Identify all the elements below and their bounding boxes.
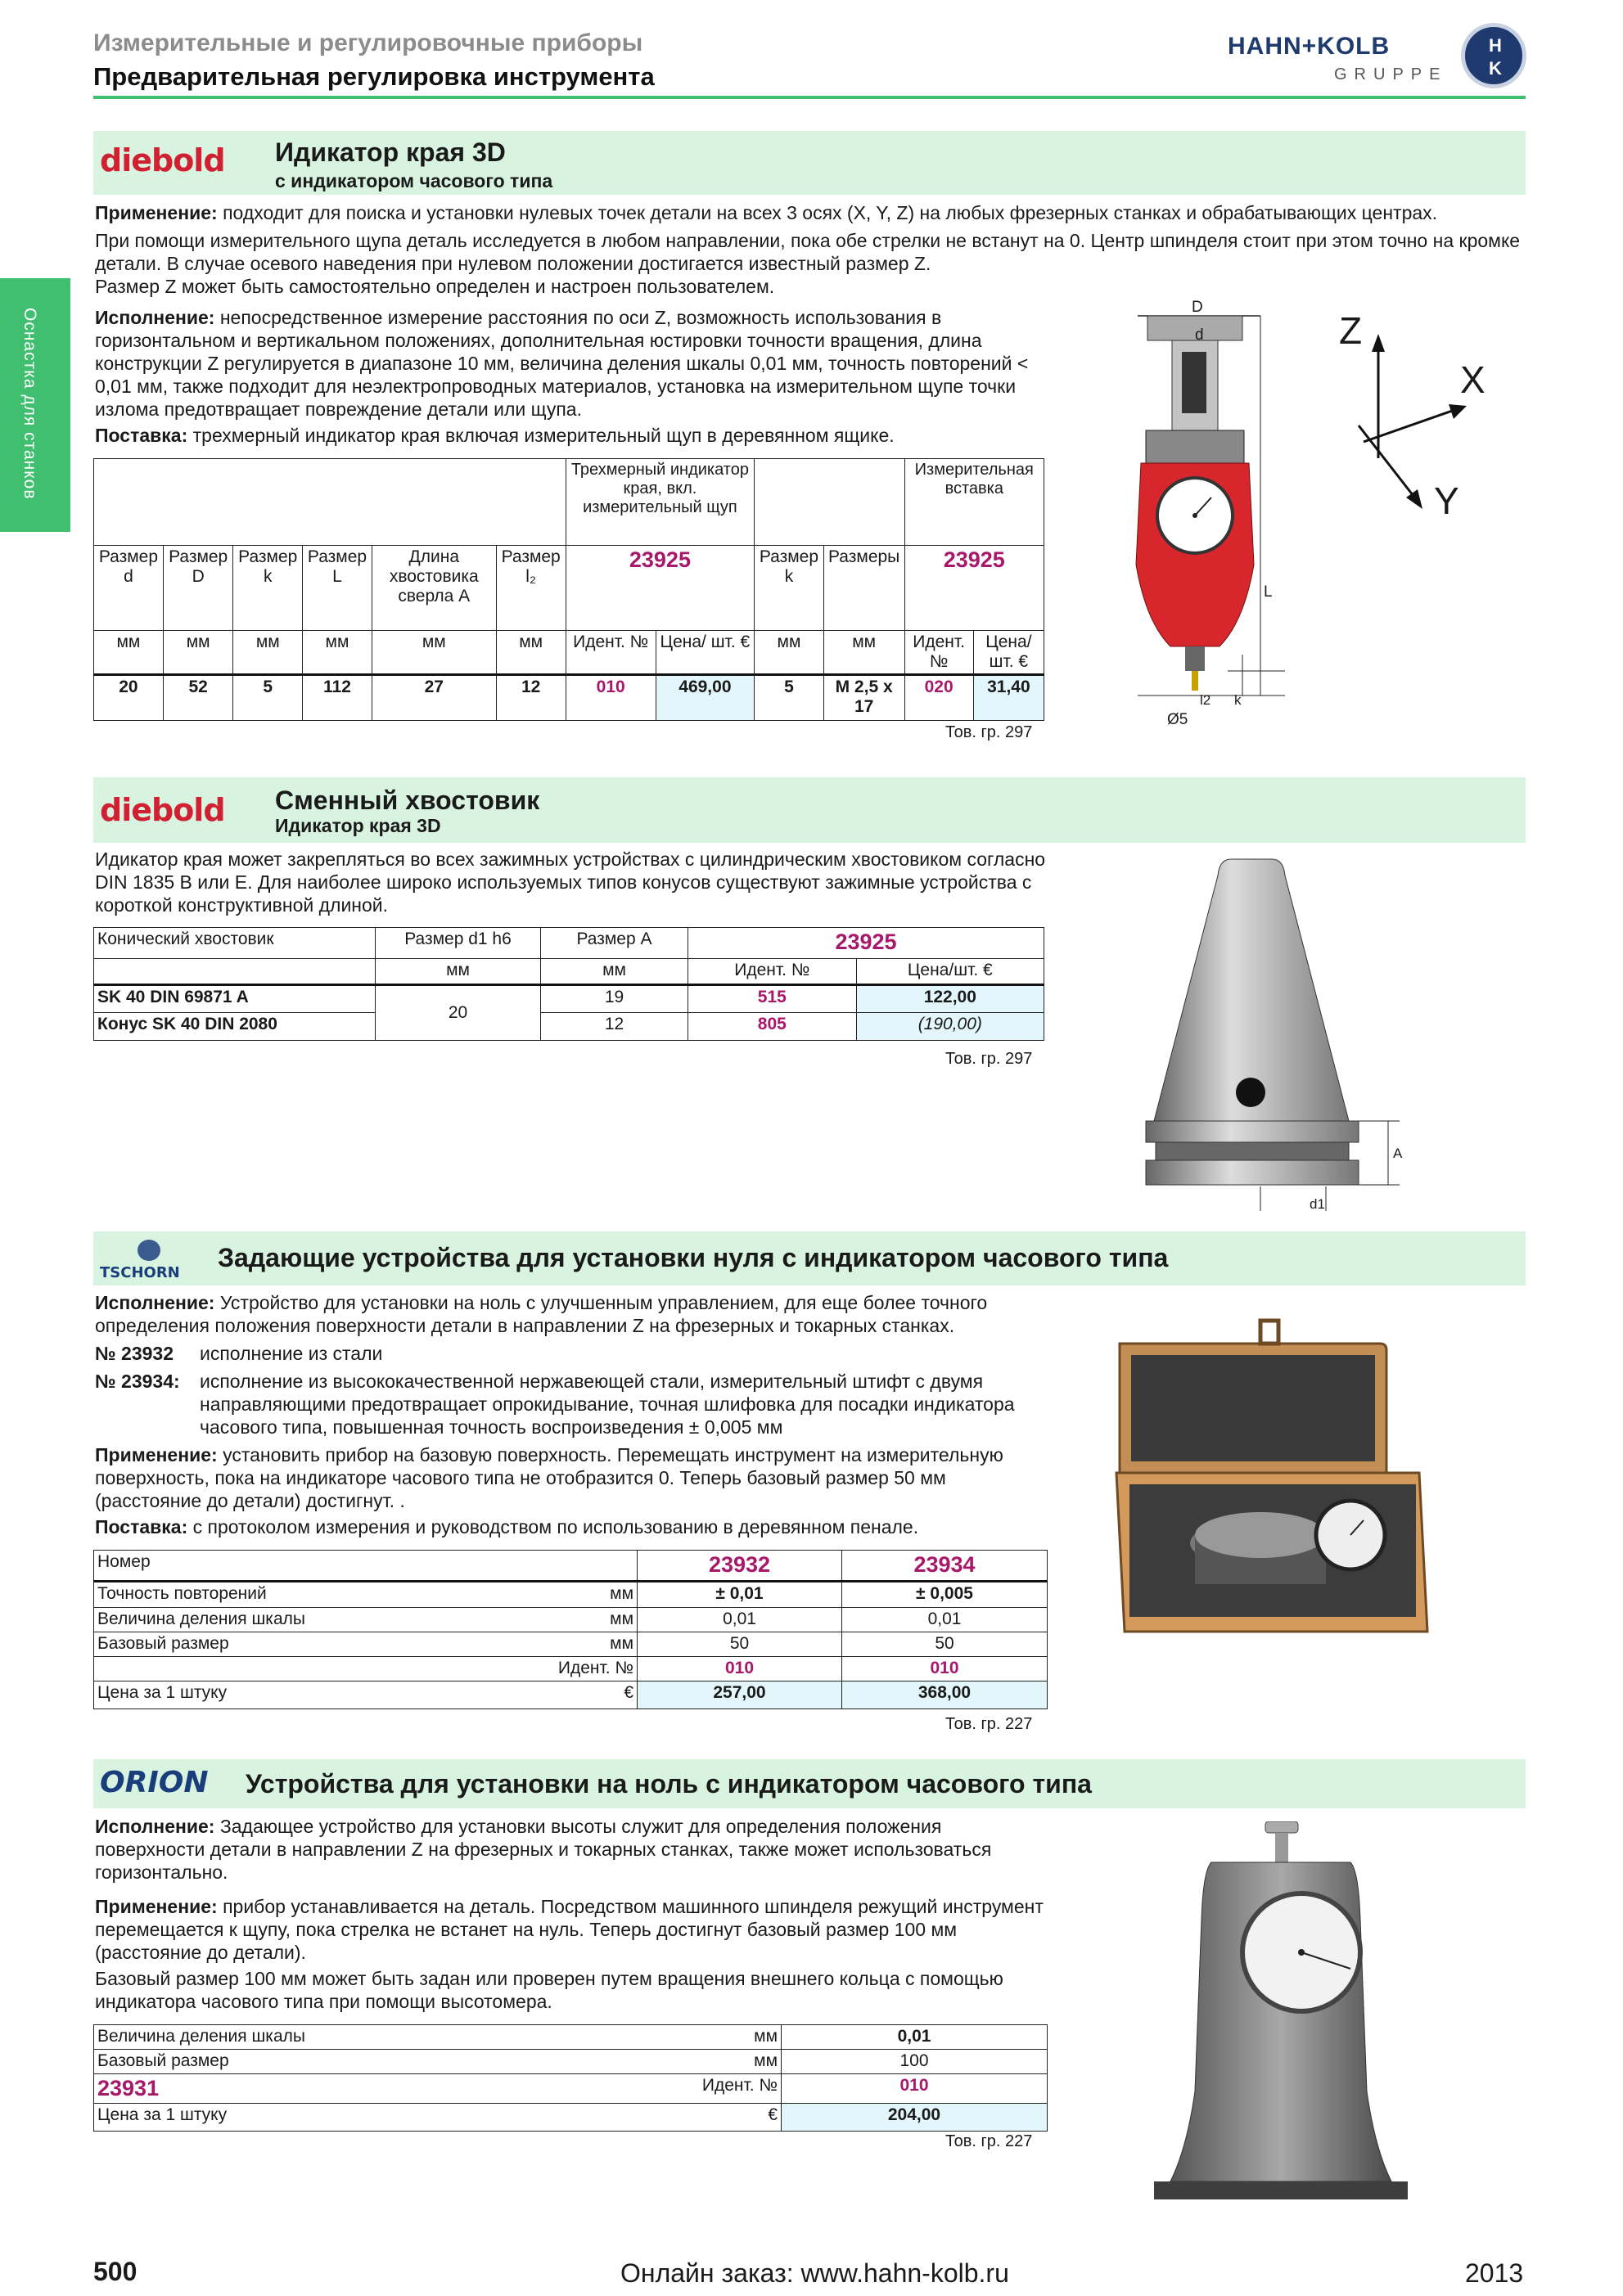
sec3-paragraph-execution: Исполнение: Устройство для установки на ноль с улучшенным управлением, для еще более точного определения положения поверхности детали в направлении Z на фрезерных и токарных станках.: [95, 1292, 988, 1336]
price: 31,40: [973, 675, 1044, 721]
product-group: Тов. гр. 297: [945, 1050, 1033, 1068]
cell: 20: [94, 675, 164, 721]
cell: 100: [782, 2050, 1048, 2074]
table-unit: мм: [233, 631, 303, 675]
axis-y-label: Y: [1434, 479, 1459, 522]
cell: Идент. №: [667, 2074, 782, 2104]
cell: Точность повторений: [94, 1582, 544, 1608]
table-blank: [94, 959, 376, 985]
table-header: Размер L: [303, 546, 372, 631]
sec1-paragraph-execution: Исполнение: непосредственное измерение расстояния по оси Z, возможность использования в горизонтальном и вертикальном положениях, дополнительная юстировки точности вращения, длина конструкции Z регулируется в диапазоне 10 мм, величина деления шкалы 0,01 мм, точность повторений < 0,01 мм, также подходит для неэлектропроводных материалов, установка на измерительном щупе точки излома предотвращает повреждение детали или щупа.: [95, 307, 1029, 420]
diebold-logo: diebold: [100, 792, 225, 828]
article-number: 23934: [842, 1551, 1048, 1582]
table-header: Размер k: [233, 546, 303, 631]
cell: Конус SK 40 DIN 2080: [94, 1013, 376, 1041]
table-row: [94, 1681, 1048, 1709]
section-title: Идикатор края 3D: [275, 137, 506, 167]
table-header: Размер d1 h6: [376, 928, 541, 959]
ident-number: 515: [688, 985, 857, 1013]
cell: 0,01: [638, 1608, 842, 1632]
section-header-zero-setter-tschorn: [93, 1231, 1526, 1285]
cell: ± 0,005: [842, 1582, 1048, 1608]
table-blank: [755, 459, 904, 546]
logo-letter-k: K: [1489, 58, 1502, 79]
cell: 27: [372, 675, 496, 721]
cell: Базовый размер: [94, 1632, 544, 1657]
table-unit: мм: [496, 631, 566, 675]
brand-logo-subtext: GRUPPE: [1334, 65, 1448, 83]
sec3-number-text: исполнение из высококачественной нержавеющей стали, измерительный штифт с двумя направляющими предотвращает опрокидывание, точная шлифовка для посадки индикатора часового типа, повышенная точность воспроизведения ± 0,005 мм: [200, 1371, 1015, 1438]
table-header: Размер l₂: [496, 546, 566, 631]
dim-label-D: D: [1192, 299, 1203, 316]
catalog-year: 2013: [1465, 2258, 1524, 2288]
orion-zero-setter-photo: [1146, 1821, 1408, 2206]
table-unit: мм: [541, 959, 688, 985]
online-order-link[interactable]: Онлайн заказ: www.hahn-kolb.ru: [620, 2258, 1009, 2288]
logo-letter-h: H: [1489, 35, 1502, 56]
sec1-paragraph-application: Применение: подходит для поиска и установки нулевых точек детали на всех 3 осях (X, Y, Z) на любых фрезерных станках и обрабатывающих центрах.: [95, 202, 1438, 223]
cell: 19: [541, 985, 688, 1013]
page-number: 500: [93, 2257, 138, 2286]
table-unit: мм: [376, 959, 541, 985]
cell: 50: [638, 1632, 842, 1657]
side-tab-label: Оснастка для станков: [20, 308, 39, 500]
axis-z-label: Z: [1339, 309, 1363, 352]
table-header: Цена/ шт. €: [973, 631, 1044, 675]
article-number: 23925: [688, 928, 1044, 959]
table-unit: мм: [163, 631, 233, 675]
cell: Величина деления шкалы: [94, 1608, 544, 1632]
cell: Цена за 1 штуку: [94, 2104, 667, 2132]
cell: [544, 1551, 638, 1582]
table-group-header: Измерительная вставка: [904, 459, 1044, 546]
sec4-table: [93, 2024, 1048, 2132]
cell: €: [667, 2104, 782, 2132]
header-rule: [93, 96, 1526, 99]
table-header: Размер D: [163, 546, 233, 631]
cell: 0,01: [782, 2025, 1048, 2050]
axis-x-label: X: [1460, 358, 1485, 401]
sec2-paragraph: Идикатор края может закрепляться во всех зажимных устройствах с цилиндрическим хвостовиком согласно DIN 1835 B или E. Для наиболее широко используемых типов конусов существуют зажимные устройства с короткой конструктивной длиной.: [95, 849, 1046, 916]
table-header: Идент. №: [566, 631, 656, 675]
cell: мм: [544, 1582, 638, 1608]
cell: мм: [667, 2050, 782, 2074]
product-group: Тов. гр. 227: [945, 2132, 1033, 2150]
sec4-paragraph-execution: Исполнение: Задающее устройство для установки высоты служит для определения положения поверхности детали в направлении Z на фрезерных и токарных станках, также может использоваться горизонтально.: [95, 1816, 992, 1883]
cell: 50: [842, 1632, 1048, 1657]
table-unit: мм: [303, 631, 372, 675]
diebold-logo: diebold: [100, 142, 225, 178]
table-row: [94, 1657, 1048, 1681]
table-header: Цена/шт. €: [856, 959, 1044, 985]
table-header: Конический хвостовик: [94, 928, 376, 959]
dim-label-L: L: [1264, 583, 1273, 601]
ident-number: 010: [782, 2074, 1048, 2104]
section-title: Сменный хвостовик: [275, 786, 540, 815]
section-subtitle: Идикатор края 3D: [275, 815, 441, 836]
article-number: 23932: [638, 1551, 842, 1582]
orion-logo: ORION: [100, 1766, 209, 1799]
table-header: Размер d: [94, 546, 164, 631]
table-row: [94, 675, 1044, 721]
cell: мм: [544, 1632, 638, 1657]
sec2-table: [93, 927, 1044, 1041]
cell: 0,01: [842, 1608, 1048, 1632]
dim-label-d1: d1: [1310, 1196, 1325, 1212]
ident-number: 010: [566, 675, 656, 721]
sec4-paragraph-base: Базовый размер 100 мм может быть задан или проверен путем вращения внешнего кольца с помощью индикатора часового типа при помощи высотомера.: [95, 1968, 1003, 2012]
ident-number: 010: [842, 1657, 1048, 1681]
dim-label-k: k: [1234, 692, 1242, 708]
article-number: 23931: [94, 2074, 667, 2104]
cell: 20: [376, 985, 541, 1041]
brand-logo-emblem: [1461, 23, 1526, 88]
table-row: [94, 2104, 1048, 2132]
shank-drawing: [1138, 851, 1432, 1211]
ident-number: 020: [904, 675, 973, 721]
cell: 5: [755, 675, 824, 721]
sec3-number-text: исполнение из стали: [200, 1343, 383, 1364]
table-header: Длина хвостовика сверла A: [372, 546, 496, 631]
tschorn-logo: TSCHORN: [100, 1264, 180, 1281]
header-category: Измерительные и регулировочные приборы: [93, 29, 643, 56]
sec1-table: [93, 458, 1044, 721]
sec1-paragraph-description: При помощи измерительного щупа деталь исследуется в любом направлении, пока обе стрелки не встанут на 0. Центр шпинделя стоит при этом точно на кромке детали. В случае осевого наведения при нулевом положении достигается известный размер Z.: [95, 230, 1521, 274]
table-row: [94, 1013, 1044, 1041]
table-row: [94, 1551, 1048, 1582]
sec1-paragraph-size-z: Размер Z может быть самостоятельно определен и настроен пользователем.: [95, 276, 775, 297]
section-subtitle: с индикатором часового типа: [275, 170, 553, 191]
price: 368,00: [842, 1681, 1048, 1709]
table-header: Размер k: [755, 546, 824, 631]
table-row: [94, 1608, 1048, 1632]
table-row: [94, 1632, 1048, 1657]
price: 257,00: [638, 1681, 842, 1709]
cell: 12: [541, 1013, 688, 1041]
edge-finder-drawing: [1121, 295, 1301, 736]
table-unit: мм: [94, 631, 164, 675]
cell: 12: [496, 675, 566, 721]
product-group: Тов. гр. 297: [945, 723, 1033, 741]
ident-number: 805: [688, 1013, 857, 1041]
cell: €: [544, 1681, 638, 1709]
table-blank: [94, 459, 566, 546]
price: (190,00): [856, 1013, 1044, 1041]
cell: мм: [667, 2025, 782, 2050]
cell: Номер: [94, 1551, 544, 1582]
table-header: Идент. №: [904, 631, 973, 675]
article-number: 23925: [904, 546, 1044, 631]
cell: [94, 1657, 544, 1681]
table-row: [94, 2025, 1048, 2050]
table-header: Цена/ шт. €: [656, 631, 755, 675]
dim-label-l2: l2: [1200, 692, 1211, 708]
section-title: Задающие устройства для установки нуля с индикатором часового типа: [218, 1243, 1169, 1272]
cell: M 2,5 x 17: [823, 675, 904, 721]
cell: мм: [544, 1608, 638, 1632]
cell: Идент. №: [544, 1657, 638, 1681]
cell: SK 40 DIN 69871 A: [94, 985, 376, 1013]
sec4-paragraph-application: Применение: прибор устанавливается на деталь. Посредством машинного шпинделя режущий инструмент перемещается к щупу, пока стрелка не встанет на нуль. Теперь достигнут базовый размер 100 мм (расстояние до детали).: [95, 1896, 1044, 1963]
section-header-edge-finder: [93, 131, 1526, 195]
dim-label-d: d: [1195, 326, 1204, 344]
table-unit: мм: [755, 631, 824, 675]
cell: Базовый размер: [94, 2050, 667, 2074]
cell: 112: [303, 675, 372, 721]
brand-logo-text: HAHN+KOLB: [1228, 33, 1391, 60]
sec3-table: [93, 1550, 1048, 1709]
page-title: Предварительная регулировка инструмента: [93, 62, 655, 91]
section-header-shank: [93, 777, 1526, 843]
section-title: Устройства для установки на ноль с индикатором часового типа: [246, 1769, 1092, 1799]
table-header: Идент. №: [688, 959, 857, 985]
table-row: [94, 1582, 1048, 1608]
sec3-number-label: № 23932: [95, 1343, 174, 1364]
table-unit: мм: [823, 631, 904, 675]
cell: Величина деления шкалы: [94, 2025, 667, 2050]
cell: 52: [163, 675, 233, 721]
table-header: Размеры: [823, 546, 904, 631]
table-row: [94, 985, 1044, 1013]
price: 469,00: [656, 675, 755, 721]
sec1-paragraph-delivery: Поставка: трехмерный индикатор края включая измерительный щуп в деревянном ящике.: [95, 425, 895, 446]
table-row: [94, 2074, 1048, 2104]
article-number: 23925: [566, 546, 754, 631]
dim-label-d5: Ø5: [1167, 711, 1188, 728]
table-header: Размер A: [541, 928, 688, 959]
product-group: Тов. гр. 227: [945, 1715, 1033, 1733]
table-group-header: Трехмерный индикатор края, вкл. измерительный щуп: [566, 459, 754, 546]
sec3-number-label: № 23934:: [95, 1371, 180, 1392]
cell: 5: [233, 675, 303, 721]
tschorn-logo-icon: [138, 1240, 160, 1261]
cell: Цена за 1 штуку: [94, 1681, 544, 1709]
table-row: [94, 2050, 1048, 2074]
section-header-zero-setter-orion: [93, 1759, 1526, 1808]
sec3-paragraph-delivery: Поставка: с протоколом измерения и руководством по использованию в деревянном пенале.: [95, 1516, 919, 1537]
zero-setter-box-photo: [1113, 1298, 1440, 1658]
cell: ± 0,01: [638, 1582, 842, 1608]
dim-label-A: A: [1393, 1146, 1403, 1161]
side-tab[interactable]: [0, 278, 70, 532]
price: 204,00: [782, 2104, 1048, 2132]
table-unit: мм: [372, 631, 496, 675]
ident-number: 010: [638, 1657, 842, 1681]
sec3-paragraph-application: Применение: установить прибор на базовую поверхность. Перемещать инструмент на измерительную поверхность, пока на индикаторе часового типа не отобразится 0. Теперь базовый размер 50 мм (расстояние до детали) достигнут. .: [95, 1444, 1003, 1511]
price: 122,00: [856, 985, 1044, 1013]
